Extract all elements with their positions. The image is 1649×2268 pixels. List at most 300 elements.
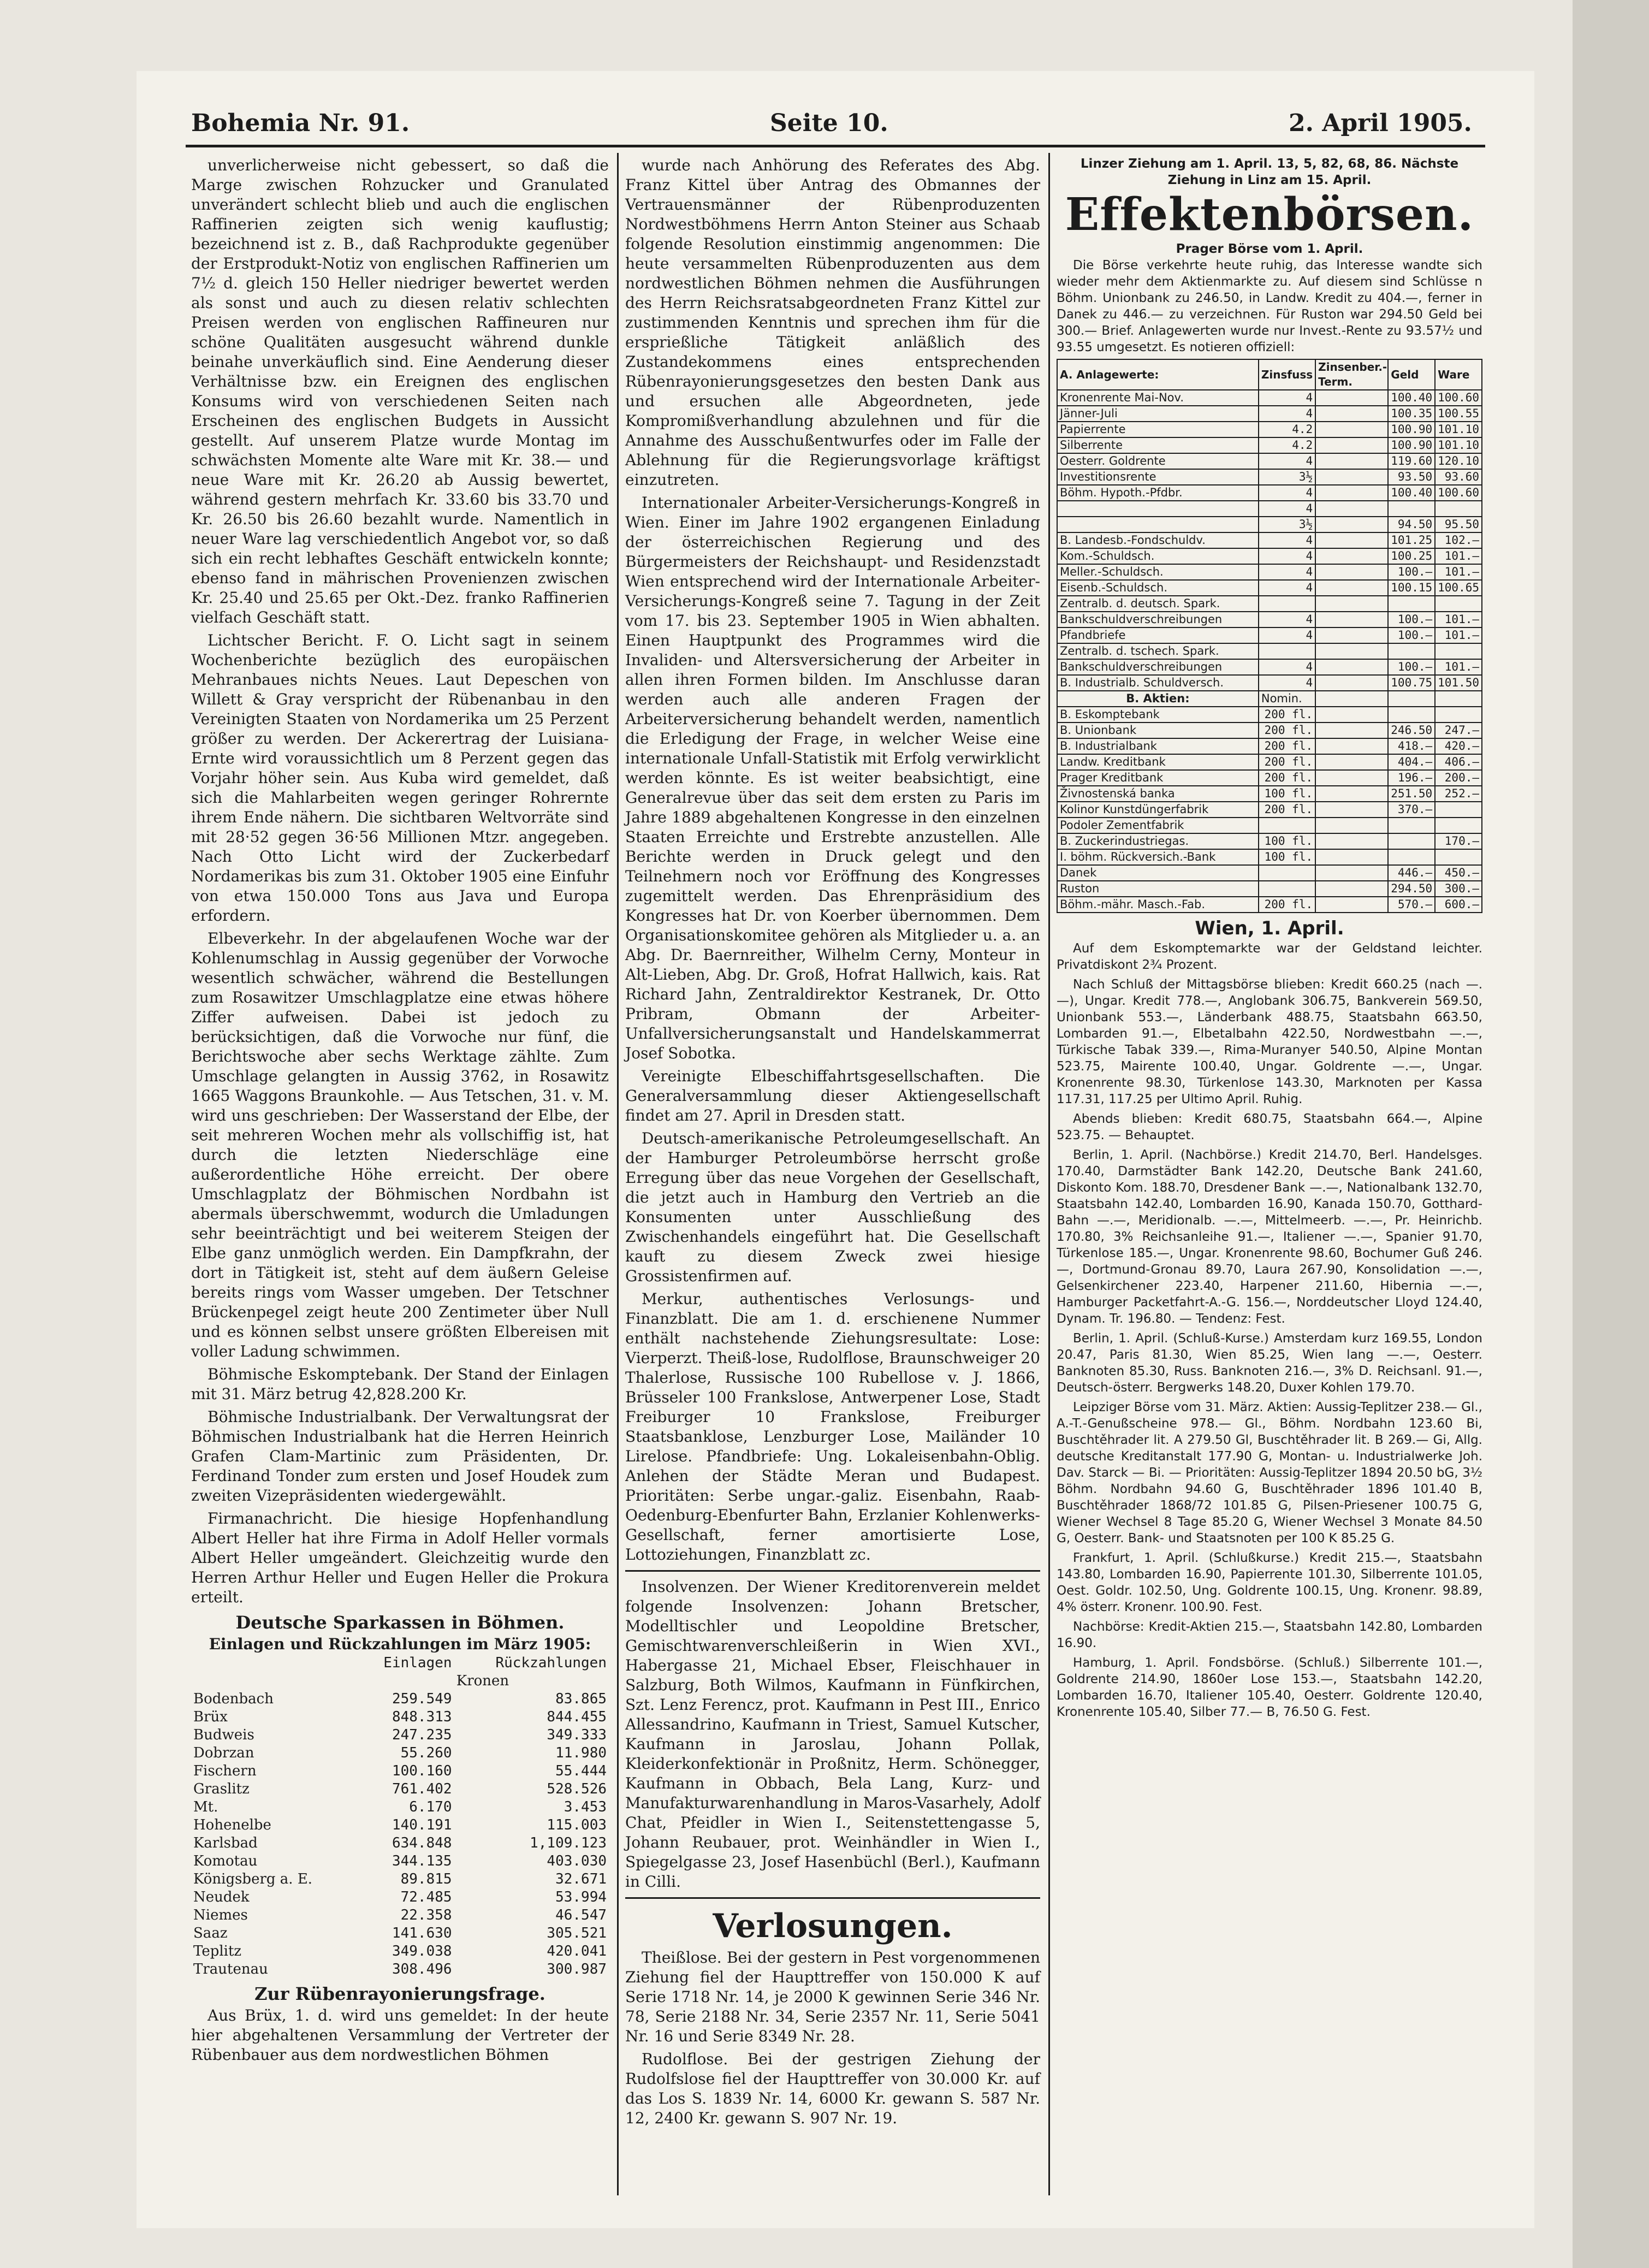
rates-a-row-cell: Pfandbriefe (1057, 627, 1259, 643)
rates-a-row-cell (1057, 501, 1259, 517)
column-1 (191, 156, 609, 2068)
savings-row-cell: 72.485 (400, 1889, 452, 1905)
rates-a-row-cell (1315, 675, 1388, 691)
savings-row-cell: Budweis (193, 1727, 254, 1743)
rates-b-row-cell (1435, 802, 1482, 818)
rates-b-row-cell (1388, 818, 1435, 833)
rates-b-row-cell: 100 fl. (1259, 833, 1315, 849)
rates-a-row (1057, 469, 1482, 485)
rates-a-row-cell (1057, 517, 1259, 532)
rates-a-row-cell (1435, 501, 1482, 517)
rates-b-row-cell (1259, 865, 1315, 881)
savings-row (191, 1888, 609, 1906)
savings-row-cell: 100.160 (392, 1763, 452, 1779)
rates-a-row-cell: 94.50 (1388, 517, 1435, 532)
rates-a-row-cell: 120.10 (1435, 453, 1482, 469)
rates-a-row (1057, 675, 1482, 691)
rates-head-money: Geld (1388, 359, 1435, 390)
article-merkur: Merkur, authentisches Verlosungs- und Finanzblatt. Die am 1. d. erschienene Nummer enthält nachstehende Ziehungsresultate: Lose: Vierperzt. Theiß-lose, Rudolflose, Braunschweiger 20 Thalerlose, Russische 100 Rubellose v. J. 1866, Brüsseler 100 Frankslose, Antwerpener Lose, Stadt Freiburger 10 Frankslose, Freiburger Staatsbanklose, Lenzburger Lose, Mailänder 10 Lirelose. Pfandbriefe: Ung. Lokaleisenbahn-Oblig. Anlehen der Städte Meran und Budapest. Prioritäten: Serbe ungar.-galiz. Eisenbahn, Raab-Oedenburg-Ebenfurter Bahn, Erzlanier Kohlenwerks-Gesellschaft, ferner amortisierte Lose, Lottoziehungen, Finanzblatt zc. (625, 1290, 1040, 1564)
prague-subtitle: Prager Börse vom 1. April. (1176, 242, 1363, 256)
rates-a-row-cell: 100.55 (1435, 406, 1482, 422)
savings-row (191, 1744, 609, 1762)
page-edge (1573, 0, 1649, 2268)
rates-a-row-cell (1315, 564, 1388, 580)
savings-row-cell: 55.260 (400, 1745, 452, 1761)
rates-a-row-cell: 4 (1259, 532, 1315, 548)
rates-head-name: A. Anlagewerte: (1057, 359, 1259, 390)
savings-row-cell: Königsberg a. E. (193, 1871, 313, 1887)
rates-a-row-cell (1388, 596, 1435, 612)
column-3 (1057, 156, 1482, 1724)
rates-a-row-cell: 4 (1259, 406, 1315, 422)
rates-b-row (1057, 754, 1482, 770)
vienna-evening: Abends blieben: Kredit 680.75, Staatsbahn 664.—, Alpine 523.75. — Behauptet. (1057, 1112, 1482, 1142)
rates-a-row-cell: Bankschuldverschreibungen (1057, 659, 1259, 675)
rates-a-row-cell: 4 (1259, 485, 1315, 501)
rates-a-row-cell (1315, 659, 1388, 675)
rates-a-row-cell: Zentralb. d. deutsch. Spark. (1057, 596, 1259, 612)
rates-a-row-cell: Zentralb. d. tschech. Spark. (1057, 643, 1259, 659)
rates-a-row-cell (1388, 501, 1435, 517)
rates-a-row-cell: Silberrente (1057, 437, 1259, 453)
rates-b-row-cell: 200 fl. (1259, 897, 1315, 913)
rates-b-row-cell (1388, 833, 1435, 849)
rates-a-row-cell: Bankschuldverschreibungen (1057, 612, 1259, 627)
rates-a-row-cell: 101.— (1435, 548, 1482, 564)
rates-a-row-cell: B. Industrialb. Schuldversch. (1057, 675, 1259, 691)
savings-row-cell: Teplitz (193, 1943, 242, 1959)
savings-row-cell: 305.521 (547, 1925, 607, 1941)
rates-b-row-cell: Böhm.-mähr. Masch.-Fab. (1057, 897, 1259, 913)
rates-a-row-cell: Jänner-Juli (1057, 406, 1259, 422)
savings-row-cell: 308.496 (392, 1961, 452, 1977)
savings-row-cell: Dobrzan (193, 1745, 254, 1761)
rates-a-row (1057, 406, 1482, 422)
savings-row (191, 1852, 609, 1870)
header-masthead: Bohemia Nr. 91. (191, 109, 410, 137)
separator (625, 1570, 1040, 1572)
rates-b-row-cell: Kolinor Kunstdüngerfabrik (1057, 802, 1259, 818)
rates-a-row-cell: 101.50 (1435, 675, 1482, 691)
rates-b-row (1057, 881, 1482, 897)
rates-a-row-cell: 100.40 (1388, 390, 1435, 406)
savings-row-cell: 1,109.123 (530, 1835, 607, 1851)
savings-row-cell: 634.848 (392, 1835, 452, 1851)
rates-a-row-cell: 4.2 (1259, 437, 1315, 453)
rates-b-row-cell (1315, 802, 1388, 818)
rates-a-row-cell: 100.60 (1435, 485, 1482, 501)
savings-row-cell: 420.041 (547, 1943, 607, 1959)
rates-b-row-cell (1315, 897, 1388, 913)
rates-b-row (1057, 818, 1482, 833)
rates-b-row-cell (1315, 723, 1388, 738)
rates-b-row-cell (1315, 865, 1388, 881)
savings-row-cell: 32.671 (555, 1871, 607, 1887)
rates-a-row-cell (1315, 485, 1388, 501)
rates-b-row-cell: 300.— (1435, 881, 1482, 897)
rates-b-row (1057, 707, 1482, 723)
savings-title: Deutsche Sparkassen in Böhmen. (235, 1612, 565, 1633)
rates-b-row-cell: B. Industrialbank (1057, 738, 1259, 754)
rates-b-row (1057, 849, 1482, 865)
article-eskomptebank: Böhmische Eskomptebank. Der Stand der Einlagen mit 31. März betrug 42,828.200 Kr. (191, 1365, 609, 1403)
rates-a-row-cell: 4 (1259, 453, 1315, 469)
rates-b-row (1057, 897, 1482, 913)
savings-row (191, 1726, 609, 1744)
vienna-eskompte: Auf dem Eskomptemarkte war der Geldstand leichter. Privatdiskont 2¾ Prozent. (1057, 941, 1482, 972)
exchange-title: Effektenbörsen. (1065, 188, 1474, 241)
header-rule (186, 145, 1485, 147)
vienna-subtitle: Wien, 1. April. (1195, 917, 1344, 939)
rates-a-row-cell: 93.60 (1435, 469, 1482, 485)
rates-a-row-cell (1315, 406, 1388, 422)
article-petroleum: Deutsch-amerikanische Petroleumgesellschaft. An der Hamburger Petroleumbörse herrscht große Erregung über das neue Vorgehen der Gesellschaft, die jetzt auch in Hamburg den Vertrieb an die Konsumenten unter Ausschließung des Zwischenhandels eingeführt hat. Die Gesellschaft kauft zu diesem Zweck zwei hiesige Grossistenfirmen auf. (625, 1129, 1040, 1285)
savings-row-cell: Hohenelbe (193, 1817, 271, 1833)
rates-b-row-cell: 200 fl. (1259, 802, 1315, 818)
savings-head-withdrawals: Rückzahlungen (495, 1655, 607, 1671)
rates-b-row-cell: Landw. Kreditbank (1057, 754, 1259, 770)
rates-b-row-cell: 196.— (1388, 770, 1435, 786)
rates-a-row-cell (1315, 627, 1388, 643)
savings-row-cell: 349.333 (547, 1727, 607, 1743)
rates-a-row (1057, 612, 1482, 627)
rates-b-row-cell (1315, 754, 1388, 770)
savings-row-cell: Mt. (193, 1799, 218, 1815)
rates-a-row-cell (1315, 612, 1388, 627)
rates-a-row-cell: 4 (1259, 659, 1315, 675)
rates-b-row (1057, 786, 1482, 802)
article-insolvencies: Insolvenzen. Der Wiener Kreditorenverein meldet folgende Insolvenzen: Johann Bretscher, Modelltischler und Leopoldine Bretscher, Gemischtwarenverschleißerin in Wien XVI., Habergasse 21, Michael Ebser, Fleischhauer in Salzburg, Both Wilmos, Kaufmann in Fünfkirchen, Szt. Lenz Ferencz, prot. Kaufmann in Pest III., Enrico Allessandrino, Kaufmann in Triest, Samuel Kutscher, Kaufmann in Jaroslau, Johann Pollak, Kleiderkonfektionär in Proßnitz, Herm. Schönegger, Kaufmann in Obbach, Bela Lang, Kurz- und Manufakturwarenhandlung in Maros-Vasarhely, Adolf Chat, Pfeidler in Wien I., Seitenstettengasse 5, Johann Reubauer, prot. Weinhändler in Wien I., Spiegelgasse 23, Josef Hasenbüchl (Berl.), Kaufmann in Cilli. (625, 1578, 1040, 1891)
rates-b-row-cell: B. Zuckerindustriegas. (1057, 833, 1259, 849)
rates-b-row (1057, 833, 1482, 849)
savings-row-cell: Niemes (193, 1907, 248, 1923)
header-page-number: Seite 10. (770, 109, 888, 137)
rates-a-row-cell (1315, 422, 1388, 437)
article-insurance-congress: Internationaler Arbeiter-Versicherungs-Kongreß in Wien. Einer im Jahre 1902 ergangenen Einladung der österreichischen Regierung und des Bürgermeisters der Reichshaupt- und Residenzstadt Wien entsprechend wird der Internationale Arbeiter-Versicherungs-Kongreß seine 7. Tagung in der Zeit vom 17. bis 23. September 1905 in Wien abhalten. Einen Hauptpunkt des Programmes wird die Invaliden- und Altersversicherung der Arbeiter in allen ihren Formen bilden. Im Anschlusse daran werden auch alle anderen Fragen der Arbeiterversicherung behandelt werden, namentlich die Erledigung der Frage, in welcher Weise eine internationale Unfall-Statistik mit Erfolg verwirklicht werden könnte. Es ist weiter beabsichtigt, eine Generalrevue über das seit dem ersten zu Paris im Jahre 1889 abgehaltenen Kongresse in den einzelnen Staaten Erreichte und Erstrebte anzustellen. Alle Berichte werden in Druck gelegt und den Teilnehmern noch vor Eröffnung des Kongresses zugemittelt werden. Das Ehrenpräsidium des Kongresses hat Dr. von Koerber übernommen. Dem Organisationskomitee gehören als Mitglieder u. a. an Abg. Dr. Baernreither, Wilhelm Cerny, Monteur in Alt-Lieben, Abg. Dr. Groß, Hofrat Hallwich, kais. Rat Richard Jahn, Zentraldirektor Kestranek, Dr. Otto Pribram, Obmann der Arbeiter-Unfallversicherungsanstalt und Handelskammerrat Josef Sobotka. (625, 494, 1040, 1062)
savings-row (191, 1961, 609, 1979)
rates-a-row (1057, 643, 1482, 659)
frankfurt-close: Frankfurt, 1. April. (Schlußkurse.) Kredit 215.—, Staatsbahn 143.80, Lombarden 16.90, Papierrente 101.30, Silberrente 101.05, Oest. Goldr. 102.50, Ung. Goldrente 100.15, Ung. Kronenr. 98.89, 4% österr. Kronenr. 100.90. Fest. (1057, 1551, 1482, 1614)
rates-a-row (1057, 627, 1482, 643)
rates-a-row-cell: 101.— (1435, 612, 1482, 627)
rates-b-row-cell: 100 fl. (1259, 849, 1315, 865)
savings-row-cell: Bodenbach (193, 1691, 274, 1707)
rates-a-row-cell: 100.65 (1435, 580, 1482, 596)
savings-row-cell: 6.170 (409, 1799, 452, 1815)
rates-b-row-cell: 294.50 (1388, 881, 1435, 897)
rates-a-row-cell: 4 (1259, 675, 1315, 691)
savings-row (191, 1943, 609, 1961)
rates-a-row (1057, 564, 1482, 580)
savings-row-cell: Trautenau (193, 1961, 268, 1977)
savings-row-cell: Graslitz (193, 1781, 250, 1797)
rates-a-row-cell: 4 (1259, 501, 1315, 517)
rates-b-row-cell (1435, 707, 1482, 723)
rates-a-row-cell (1435, 643, 1482, 659)
rates-a-row-cell (1259, 596, 1315, 612)
rates-a-row-cell (1315, 517, 1388, 532)
rates-b-row-cell (1435, 849, 1482, 865)
rates-a-row-cell: 4 (1259, 548, 1315, 564)
rates-head-goods: Ware (1435, 359, 1482, 390)
savings-row (191, 1906, 609, 1924)
rates-a-row-cell: Papierrente (1057, 422, 1259, 437)
rates-a-row-cell (1315, 643, 1388, 659)
savings-row-cell: Fischern (193, 1763, 257, 1779)
rates-a-row-cell: 100.— (1388, 612, 1435, 627)
rates-b-row-cell (1259, 881, 1315, 897)
rates-a-row-cell: 100.— (1388, 627, 1435, 643)
savings-row-cell: 349.038 (392, 1943, 452, 1959)
savings-table (191, 1654, 609, 1979)
rates-b-row-cell: Podoler Zementfabrik (1057, 818, 1259, 833)
rates-a-row-cell: 4 (1259, 564, 1315, 580)
savings-row-cell: 3.453 (563, 1799, 607, 1815)
rates-a-row-cell: 100.— (1388, 659, 1435, 675)
rates-a-row-cell: 100.75 (1388, 675, 1435, 691)
rates-b-row (1057, 865, 1482, 881)
rates-b-row-cell: 247.— (1435, 723, 1482, 738)
savings-row-cell: Brüx (193, 1709, 228, 1725)
prague-report: Die Börse verkehrte heute ruhig, das Interesse wandte sich wieder mehr dem Aktienmarkte zu. Auf diesem sind Schlüsse n Böhm. Unionbank zu 246.50, in Landw. Kredit zu 404.—, ferner in Danek zu 446.— zu verzeichnen. Für Ruston war 294.50 Geld bei 300.— Brief. Anlagewerten wurde nur Invest.-Rente zu 93.57½ und 93.55 umgesetzt. Es notieren offiziell: (1057, 258, 1482, 354)
article-resolution: wurde nach Anhörung des Referates des Abg. Franz Kittel über Antrag des Obmannes der Vertrauensmänner der Rübenproduzenten Nordwestböhmens Herrn Anton Steiner aus Schaab folgende Resolution einstimmig angenommen: Die heute versammelten Rübenproduzenten aus dem nordwestlichen Böhmen nehmen die Ausführungen des Herrn Reichsratsabgeordneten Franz Kittel zur zustimmenden Kenntnis und sprechen ihm für die ersprießliche Tätigkeit anläßlich des Zustandekommens eines entsprechenden Rübenrayonierungsgesetzes den besten Dank aus und ersuchen alle Abgeordneten, jede Kompromißverhandlung abzulehnen und für die Annahme des Ausschußentwurfes oder im Falle der Ablehnung für die Regierungsvorlage kräftigst einzutreten. (625, 156, 1040, 489)
column-rule-1 (617, 153, 619, 2195)
savings-row-cell: 259.549 (392, 1691, 452, 1707)
rates-a-row-cell (1435, 596, 1482, 612)
rates-a-row-cell (1315, 548, 1388, 564)
rates-a-row-cell (1315, 501, 1388, 517)
savings-row-cell: 344.135 (392, 1853, 452, 1869)
rates-a-row-cell: 101.10 (1435, 437, 1482, 453)
rates-a-row (1057, 453, 1482, 469)
article-rayon: Aus Brüx, 1. d. wird uns gemeldet: In der heute hier abgehaltenen Versammlung der Vertreter der Rübenbauer aus dem nordwestlichen Böhmen (191, 2006, 609, 2064)
rates-b-row-cell: 446.— (1388, 865, 1435, 881)
newspaper-page (137, 71, 1534, 2228)
rates-b-row (1057, 738, 1482, 754)
vienna-midday: Nach Schluß der Mittagsbörse blieben: Kredit 660.25 (nach —.—), Ungar. Kredit 778.—, Anglobank 306.75, Bankverein 569.50, Unionbank 553.—, Länderbank 488.75, Staatsbahn 663.50, Lombarden 91.—, Elbetalbahn 422.50, Nordwestbahn —.—, Türkische Tabak 339.—, Rima-Muranyer 540.50, Alpine Montan 523.75, Mairente 100.40, Ungar. Goldrente —.—, Ungar. Kronenrente 98.30, Türkenlose 143.30, Marknoten per Kassa 117.31, 117.25 per Ultimo April. Ruhig. (1057, 978, 1482, 1106)
rates-b-row-cell: 100 fl. (1259, 786, 1315, 802)
rates-b-row-cell: 200 fl. (1259, 707, 1315, 723)
rates-a-row-cell: B. Landesb.-Fondschuldv. (1057, 532, 1259, 548)
linz-lotto: Linzer Ziehung am 1. April. 13, 5, 82, 68, 86. Nächste Ziehung in Linz am 15. April. (1080, 157, 1459, 187)
rates-a-row-cell: 93.50 (1388, 469, 1435, 485)
savings-row-cell: 761.402 (392, 1781, 452, 1797)
savings-row-cell: 848.313 (392, 1709, 452, 1725)
rates-b-row-cell: 200 fl. (1259, 770, 1315, 786)
rates-b-row-cell: 450.— (1435, 865, 1482, 881)
rates-b-row-cell: Živnostenská banka (1057, 786, 1259, 802)
rates-b-row-cell: Danek (1057, 865, 1259, 881)
savings-row (191, 1780, 609, 1798)
rates-a-row-cell: 101.25 (1388, 532, 1435, 548)
rates-a-row-cell: 4 (1259, 580, 1315, 596)
rates-a-row-cell (1315, 580, 1388, 596)
leipzig-exchange: Leipziger Börse vom 31. März. Aktien: Aussig-Teplitzer 238.— Gl., A.-T.-Genußscheine 978.— Gl., Böhm. Nordbahn 123.60 Bi, Buschtěhrader lit. A 279.50 Gl, Buschtěhrader lit. B 269.— Gi, Allg. deutsche Kreditanstalt 177.90 G, Montan- u. Industrialwerke Joh. Dav. Starck — Bi. — Prioritäten: Aussig-Teplitzer 1894 20.50 bG, 3½ Böhm. Nordbahn 94.60 G, Buschtěhrader 1896 101.40 B, Buschtěhrader 1868/72 101.85 G, Pilsen-Priesener 100.75 G, Wiener Wechsel 8 Tage 85.20 G, Wiener Wechsel 3 Monate 84.50 G, Oesterr. Bank- und Staatsnoten per 100 K 85.25 G. (1057, 1400, 1482, 1545)
rates-a-row-cell: 100.90 (1388, 437, 1435, 453)
lottery-rudolf: Rudolflose. Bei der gestrigen Ziehung der Rudolfslose fiel der Haupttreffer von 30.000 Kr. auf das Los S. 1839 Nr. 14, 6000 Kr. gewann S. 587 Nr. 12, 2400 Kr. gewann S. 907 Nr. 19. (625, 2050, 1040, 2127)
rates-a-row-cell: Meller.-Schuldsch. (1057, 564, 1259, 580)
lottery-theiss: Theißlose. Bei der gestern in Pest vorgenommenen Ziehung fiel der Haupttreffer von 150.000 K auf Serie 1718 Nr. 14, je 2000 K gewinnen Serie 346 Nr. 78, Serie 2188 Nr. 34, Serie 2357 Nr. 11, Serie 5041 Nr. 16 und Serie 8349 Nr. 28. (625, 1949, 1040, 2045)
rates-b-row-cell: 370.— (1388, 802, 1435, 818)
rates-b-row-cell (1315, 818, 1388, 833)
savings-row (191, 1798, 609, 1816)
savings-row-cell: 46.547 (555, 1907, 607, 1923)
rates-a-row-cell: 119.60 (1388, 453, 1435, 469)
rates-b-row-cell (1315, 849, 1388, 865)
savings-row-cell: 247.235 (392, 1727, 452, 1743)
rates-b-row (1057, 802, 1482, 818)
rates-b-row-cell: 570.— (1388, 897, 1435, 913)
rates-b-row-cell: 251.50 (1388, 786, 1435, 802)
rates-b-row-cell: Prager Kreditbank (1057, 770, 1259, 786)
rates-a-row-cell: 100.35 (1388, 406, 1435, 422)
savings-row (191, 1690, 609, 1708)
rates-a-row (1057, 517, 1482, 532)
rates-a-row-cell (1315, 596, 1388, 612)
rates-a-row-cell: Investitionsrente (1057, 469, 1259, 485)
rates-b-nominal: Nomin. (1259, 691, 1315, 707)
rates-a-row-cell: 95.50 (1435, 517, 1482, 532)
savings-row-cell: 140.191 (392, 1817, 452, 1833)
article-elbe-traffic: Elbeverkehr. In der abgelaufenen Woche war der Kohlenumschlag in Aussig gegenüber der Vorwoche wesentlich schwächer, während die Bestellungen zum Rosawitzer Umschlagplatze eine etwas höhere Ziffer aufweisen. Dabei ist jedoch zu berücksichtigen, daß die Vorwoche nur fünf, die Berichtswoche aber sechs Werktage zählte. Zum Umschlage gelangten in Aussig 3762, in Rosawitz 1665 Waggons Braunkohle. — Aus Tetschen, 31. v. M. wird uns geschrieben: Der Wasserstand der Elbe, der seit mehreren Wochen mehr als vollschiffig ist, hat durch die letzten Niederschläge eine außerordentliche Höhe erreicht. Der obere Umschlagplatz der Böhmischen Nordbahn ist abermals überschwemmt, wodurch die Umladungen sehr beeinträchtigt und bei weiterem Steigen der Elbe ganz unmöglich werden. Ein Dampfkrahn, der dort in Tätigkeit ist, steht auf dem äußern Geleise bereits rings vom Wasser umgeben. Der Tetschner Brückenpegel zeigt heute 200 Zentimeter über Null und es können selbst unsere größten Elbereisen mit voller Ladung schwimmen. (191, 929, 609, 1360)
berlin-close: Berlin, 1. April. (Schluß-Kurse.) Amsterdam kurz 169.55, London 20.47, Paris 81.30, Wien 85.25, Wien lang —.—, Oesterr. Banknoten 85.30, Russ. Banknoten 216.—, 3% D. Reichsanl. 91.—, Deutsch-österr. Bergwerks 148.20, Duxer Kohlen 179.70. (1057, 1331, 1482, 1395)
rates-a-row-cell: 100.— (1388, 564, 1435, 580)
rates-a-row-cell: Oesterr. Goldrente (1057, 453, 1259, 469)
rates-b-row-cell: 418.— (1388, 738, 1435, 754)
savings-row-cell: 528.526 (547, 1781, 607, 1797)
rates-b-row-cell: 404.— (1388, 754, 1435, 770)
rates-a-row-cell: 4 (1259, 390, 1315, 406)
rates-b-row-cell: 600.— (1435, 897, 1482, 913)
rates-a-row (1057, 659, 1482, 675)
rates-b-row-cell: 200.— (1435, 770, 1482, 786)
rates-a-row-cell: 4 (1259, 627, 1315, 643)
rates-b-row-cell: I. böhm. Rückversich.-Bank (1057, 849, 1259, 865)
rates-a-row-cell: 100.25 (1388, 548, 1435, 564)
rates-b-row-cell: B. Eskomptebank (1057, 707, 1259, 723)
rates-a-row-cell: Kronenrente Mai-Nov. (1057, 390, 1259, 406)
savings-row (191, 1834, 609, 1852)
rates-b-row-cell (1315, 881, 1388, 897)
article-elbe-shipping: Vereinigte Elbeschiffahrtsgesellschaften. Die Generalversammlung dieser Aktiengesellschaft findet am 27. April in Dresden statt. (625, 1067, 1040, 1124)
rates-b-row-cell (1315, 786, 1388, 802)
rates-b-row (1057, 770, 1482, 786)
rates-a-row-cell: 100.60 (1435, 390, 1482, 406)
rates-b-row-cell (1315, 770, 1388, 786)
rates-b-row-cell: 200 fl. (1259, 738, 1315, 754)
savings-row-cell: 55.444 (555, 1763, 607, 1779)
rates-a-row-cell: 100.15 (1388, 580, 1435, 596)
savings-row-cell: 844.455 (547, 1709, 607, 1725)
rates-b-row-cell (1388, 707, 1435, 723)
rates-a-row-cell: 101.— (1435, 627, 1482, 643)
savings-row (191, 1816, 609, 1834)
header-date: 2. April 1905. (1289, 109, 1472, 137)
rates-a-row (1057, 501, 1482, 517)
savings-row (191, 1762, 609, 1780)
savings-row-cell: 83.865 (555, 1691, 607, 1707)
hamburg-exchange: Hamburg, 1. April. Fondsbörse. (Schluß.) Silberrente 101.—, Goldrente 214.90, 1860er Lose 153.—, Staatsbahn 142.20, Lombarden 16.70, Italiener 105.40, Oesterr. Goldrente 120.40, Kronenrente 105.40, Silber 77.— B, 76.50 G. Fest. (1057, 1656, 1482, 1719)
rates-a-row-cell: 100.40 (1388, 485, 1435, 501)
savings-subtitle: Einlagen und Rückzahlungen im März 1905: (209, 1635, 591, 1653)
rates-b-row-cell: 420.— (1435, 738, 1482, 754)
berlin-afterhours: Berlin, 1. April. (Nachbörse.) Kredit 214.70, Berl. Handelsges. 170.40, Darmstädter Bank 142.20, Deutsche Bank 241.60, Diskonto Kom. 188.70, Dresdener Bank —.—, Nationalbank 132.70, Staatsbahn 142.40, Lombarden 16.90, Kanada 150.70, Gotthard-Bahn —.—, Meridionalb. —.—, Mittelmeerb. —.—, Pr. Heinrichb. 170.80, 3% Reichsanleihe 91.—, Italiener —.—, Spanier 91.70, Türkenlose 185.—, Ungar. Kronenrente 98.60, Bochumer Guß 246.—, Dortmund-Gronau 89.70, Laura 267.90, Konsolidation —.—, Gelsenkirchener 223.40, Harpener 211.60, Hibernia —.—, Hamburger Packetfahrt-A.-G. 156.—, Norddeutscher Lloyd 124.40, Dynam. Tr. 196.80. — Tendenz: Fest. (1057, 1148, 1482, 1326)
article-sugar-market: unverlicherweise nicht gebessert, so daß die Marge zwischen Rohzucker und Granulated unverändert schlecht blieb und auch die englischen Raffinerien zeigten sich wenig kauflustig; bezeichnend ist z. B., daß Rachprodukte gegenüber der Erstprodukt-Notiz von englischen Raffinerien um 7½ d. gleich 150 Heller niedriger bewertet werden als sonst und auch zu diesen relativ schlechten Preisen werden von englischen Raffineuren nur schöne Qualitäten ausgesucht während dunkle beinahe unverkäuflich sind. Eine Aenderung dieser Verhältnisse bzw. ein Ereignen des englischen Konsums wird von verschiedenen Seiten nach Erscheinen des englischen Budgets in Aussicht gestellt. Auf unserem Platze wurde Montag im schwächsten Momente alte Ware mit Kr. 38.— und neue Ware mit Kr. 26.20 ab Aussig bewertet, während gestern mehrfach Kr. 33.60 bis 33.70 und Kr. 26.50 bis 26.60 bezahlt wurde. Namentlich in neuer Ware lag verschiedentlich Angebot vor, so daß sich ein recht lebhaftes Geschäft entwickeln konnte; ebenso fand in mährischen Provenienzen zwischen Kr. 25.40 und 25.65 per Okt.-Dez. franko Raffinerien vielfach Geschäft statt. (191, 156, 609, 626)
rates-b-row-cell (1259, 818, 1315, 833)
savings-row-cell: 141.630 (392, 1925, 452, 1941)
rates-b-head: B. Aktien: (1057, 691, 1259, 707)
rates-b-row-cell: 246.50 (1388, 723, 1435, 738)
separator (625, 1897, 1040, 1899)
rates-a-row-cell (1259, 643, 1315, 659)
rates-a-row (1057, 548, 1482, 564)
savings-row-cell: Neudek (193, 1889, 250, 1905)
rates-a-row-cell: Kom.-Schuldsch. (1057, 548, 1259, 564)
rates-a-row (1057, 596, 1482, 612)
rates-a-row-cell (1315, 453, 1388, 469)
rayon-title: Zur Rübenrayonierungsfrage. (254, 1983, 545, 2004)
rates-a-row (1057, 532, 1482, 548)
savings-row-cell: 89.815 (400, 1871, 452, 1887)
savings-row-cell: Komotau (193, 1853, 258, 1869)
savings-row (191, 1924, 609, 1943)
rates-a-row-cell: 101.— (1435, 659, 1482, 675)
rates-a-row-cell (1315, 469, 1388, 485)
rates-b-row-cell (1435, 818, 1482, 833)
rates-a-row (1057, 580, 1482, 596)
article-industrialbank: Böhmische Industrialbank. Der Verwaltungsrat der Böhmischen Industrialbank hat die Herren Heinrich Grafen Clam-Martinic zum Präsidenten, Dr. Ferdinand Tonder zum ersten und Josef Houdek zum zweiten Vizepräsidenten wiedergewählt. (191, 1408, 609, 1505)
savings-unit: Kronen (456, 1673, 509, 1689)
rates-b-row-cell (1315, 707, 1388, 723)
rates-a-row (1057, 485, 1482, 501)
savings-row-cell: Saaz (193, 1925, 228, 1941)
savings-row-cell: 22.358 (400, 1907, 452, 1923)
rates-a-row-cell: 3½ (1259, 469, 1315, 485)
rates-a-row-cell (1388, 643, 1435, 659)
column-rule-2 (1048, 153, 1050, 2195)
rates-a-row (1057, 437, 1482, 453)
rates-b-row-cell: 406.— (1435, 754, 1482, 770)
savings-row-cell: 115.003 (547, 1817, 607, 1833)
column-2 (625, 156, 1040, 2131)
rates-a-row-cell: 4 (1259, 612, 1315, 627)
savings-row-cell: 403.030 (547, 1853, 607, 1869)
savings-row-cell: 53.994 (555, 1889, 607, 1905)
rates-a-row-cell: 3½ (1259, 517, 1315, 532)
rates-b-row-cell: B. Unionbank (1057, 723, 1259, 738)
savings-row (191, 1708, 609, 1726)
rates-a-row-cell (1315, 532, 1388, 548)
savings-row-cell: Karlsbad (193, 1835, 258, 1851)
rates-b-row-cell: 252.— (1435, 786, 1482, 802)
rates-a-row-cell (1315, 437, 1388, 453)
frankfurt-afterhours: Nachbörse: Kredit-Aktien 215.—, Staatsbahn 142.80, Lombarden 16.90. (1057, 1620, 1482, 1650)
rates-b-row (1057, 723, 1482, 738)
rates-b-row-cell (1315, 833, 1388, 849)
rates-b-row-cell: 200 fl. (1259, 723, 1315, 738)
rates-a-row-cell: 102.— (1435, 532, 1482, 548)
rates-b-row-cell: 200 fl. (1259, 754, 1315, 770)
prague-rates-table (1057, 359, 1482, 913)
rates-a-row (1057, 422, 1482, 437)
rates-b-row-cell (1315, 738, 1388, 754)
rates-a-row-cell: Böhm. Hypoth.-Pfdbr. (1057, 485, 1259, 501)
rates-a-row-cell (1315, 390, 1388, 406)
rates-a-row (1057, 390, 1482, 406)
rates-head-term: Zinsenber.-Term. (1315, 359, 1388, 390)
savings-row-cell: 11.980 (555, 1745, 607, 1761)
lottery-title: Verlosungen. (713, 1907, 953, 1945)
